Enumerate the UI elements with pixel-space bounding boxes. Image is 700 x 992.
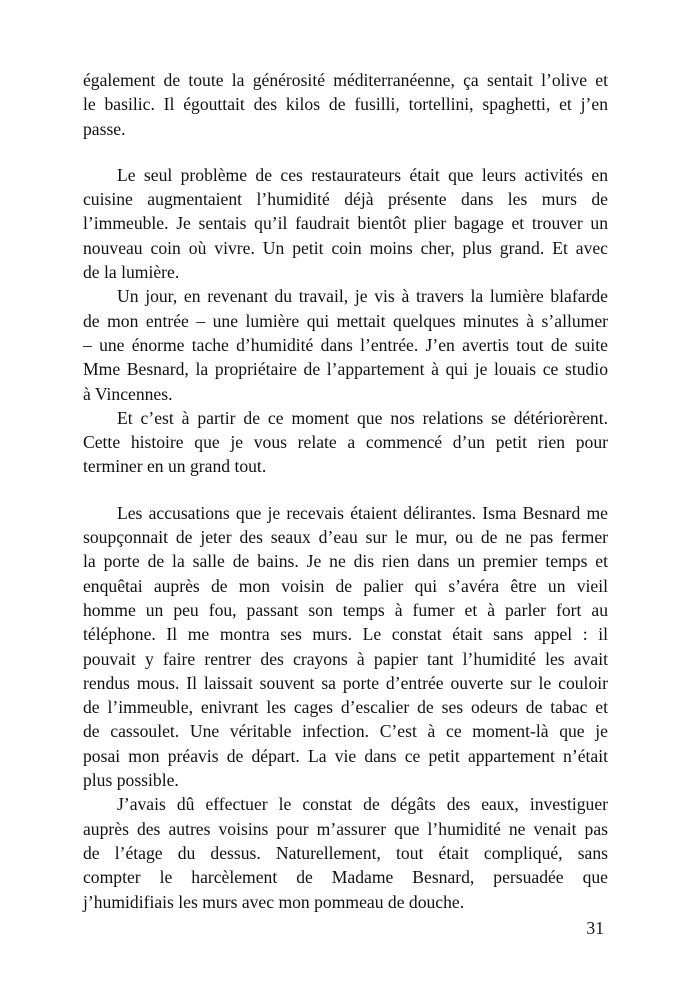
text-line: de l’immeuble, enivrant les cages d’escalier de ses odeurs de tabac et: [83, 697, 608, 718]
text-line: nouveau coin où vivre. Un petit coin moins cher, plus grand. Et avec: [83, 237, 608, 258]
paragraph-4: [83, 406, 608, 479]
text-line: j’humidifiais les murs avec mon pommeau de douche.: [83, 891, 465, 912]
text-line: Cette histoire que je vous relate a commencé d’un petit rien pour: [83, 432, 608, 453]
paragraph-2: [83, 163, 608, 284]
text-line: de cassoulet. Une véritable infection. C’est à ce moment-là que je: [83, 721, 608, 742]
text-line: cuisine augmentaient l’humidité déjà présente dans les murs de: [83, 189, 608, 210]
text-line: de l’étage du dessus. Naturellement, tout était compliqué, sans: [83, 842, 608, 863]
paragraph-6: [83, 792, 608, 913]
text-line: le basilic. Il égouttait des kilos de fusilli, tortellini, spaghetti, et j’en: [83, 94, 608, 115]
text-line: Et c’est à partir de ce moment que nos relations se détériorèrent.: [117, 407, 608, 428]
text-line: de mon entrée – une lumière qui mettait quelques minutes à s’allumer: [83, 310, 608, 331]
text-line: posai mon préavis de départ. La vie dans ce petit appartement n’était: [83, 745, 608, 766]
text-line: de la lumière.: [83, 262, 180, 283]
text-line: compter le harcèlement de Madame Besnard, persuadée que: [83, 867, 608, 888]
page-body: [83, 68, 608, 914]
text-line: à Vincennes.: [83, 383, 173, 404]
text-line: Le seul problème de ces restaurateurs était que leurs activités en: [117, 164, 608, 185]
text-line: rendus mous. Il laissait souvent sa porte d’entrée ouverte sur le couloir: [83, 672, 608, 693]
text-line: soupçonnait de jeter des seaux d’eau sur le mur, ou de ne pas fermer: [83, 527, 608, 548]
text-line: terminer en un grand tout.: [83, 456, 267, 477]
text-line: l’immeuble. Je sentais qu’il faudrait bientôt plier bagage et trouver un: [83, 213, 608, 234]
text-line: – une énorme tache d’humidité dans l’entrée. J’en avertis tout de suite: [83, 334, 608, 355]
paragraph-1: [83, 68, 608, 141]
text-line: également de toute la générosité méditerranéenne, ça sentait l’olive et: [83, 70, 608, 90]
paragraph-3: [83, 284, 608, 405]
paragraph-gap: [83, 479, 608, 501]
paragraph-5: [83, 501, 608, 793]
page-number: 31: [586, 918, 604, 938]
text-line: pouvait y faire rentrer des crayons à papier tant l’humidité les avait: [83, 648, 608, 669]
text-line: plus possible.: [83, 770, 179, 791]
text-line: Les accusations que je recevais étaient délirantes. Isma Besnard me: [117, 502, 608, 523]
text-line: homme un peu fou, passant son temps à fumer et à parler fort au: [83, 599, 608, 620]
text-line: J’avais dû effectuer le constat de dégâts des eaux, investiguer: [117, 794, 608, 815]
text-line: la porte de la salle de bains. Je ne dis rien dans un premier temps et: [83, 551, 608, 572]
text-line: enquêtai auprès de mon voisin de palier qui s’avéra être un vieil: [83, 575, 608, 596]
text-line: passe.: [83, 118, 126, 139]
text-line: Un jour, en revenant du travail, je vis à travers la lumière blafarde: [117, 286, 608, 307]
paragraph-gap: [83, 141, 608, 163]
text-line: Mme Besnard, la propriétaire de l’appartement à qui je louais ce studio: [83, 359, 608, 380]
text-line: téléphone. Il me montra ses murs. Le constat était sans appel : il: [83, 624, 608, 645]
text-line: auprès des autres voisins pour m’assurer que l’humidité ne venait pas: [83, 818, 608, 839]
